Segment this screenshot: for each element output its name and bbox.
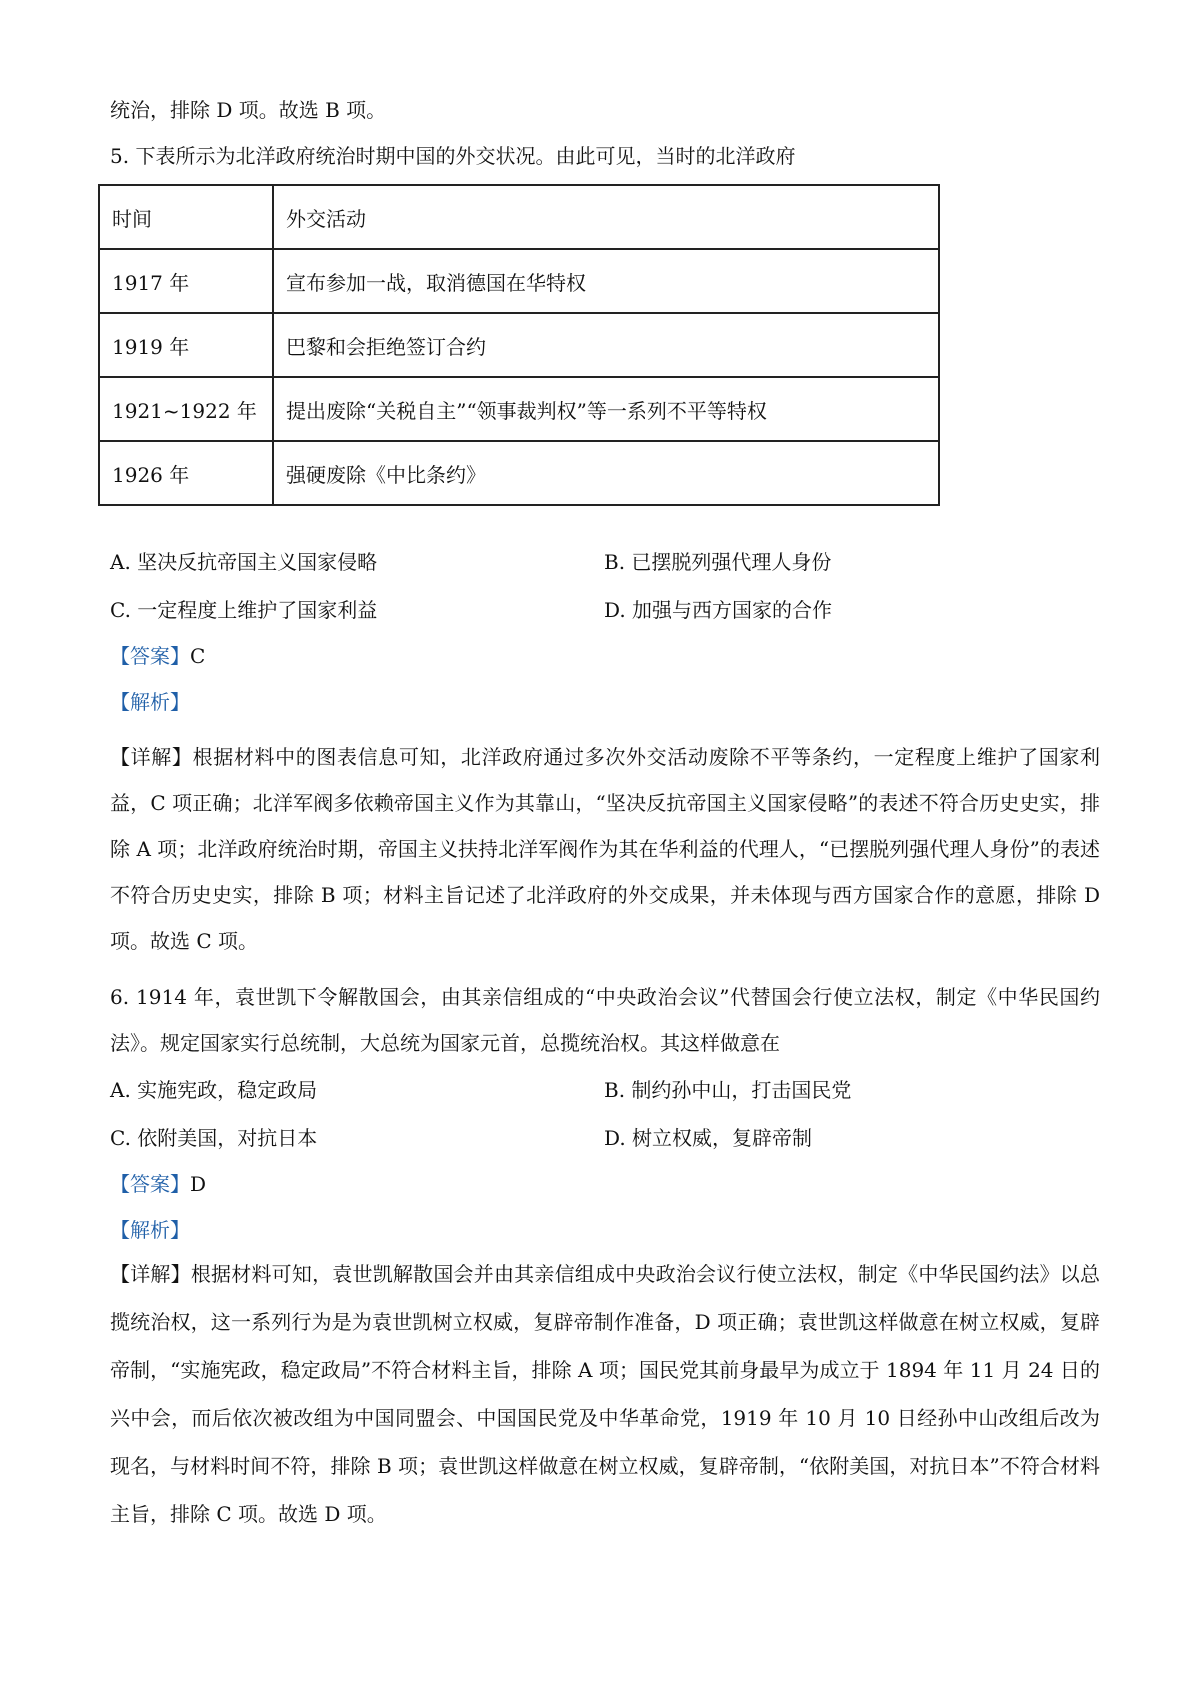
option-a: A. 实施宪政，稳定政局	[110, 1078, 318, 1102]
table-cell-activity: 宣布参加一战，取消德国在华特权	[273, 249, 939, 313]
table-cell-time: 1921~1922 年	[99, 377, 273, 441]
table-cell-time: 1917 年	[99, 249, 273, 313]
analysis-label: 【解析】	[110, 1218, 190, 1242]
option-d: D. 加强与西方国家的合作	[604, 598, 833, 622]
option-b: B. 制约孙中山，打击国民党	[604, 1078, 852, 1102]
question-6-answer	[110, 1170, 1100, 1198]
answer-label: 【答案】	[110, 644, 190, 668]
question-5-table	[98, 184, 940, 506]
answer-value: C	[190, 644, 206, 668]
table-cell-activity: 强硬废除《中比条约》	[273, 441, 939, 505]
question-5-analysis-label	[110, 688, 1100, 716]
table-row	[99, 441, 939, 505]
option-c: C. 一定程度上维护了国家利益	[110, 598, 378, 622]
document-page	[110, 96, 1100, 1538]
table-cell-time: 1926 年	[99, 441, 273, 505]
question-6-options	[110, 1076, 1100, 1152]
question-6-stem: 6. 1914 年，袁世凯下令解散国会，由其亲信组成的“中央政治会议”代替国会行使立法权，制定《中华民国约法》。规定国家实行总统制，大总统为国家元首，总揽统治权。其这样做意在	[110, 985, 1100, 1055]
question-5-stem: 5. 下表所示为北洋政府统治时期中国的外交状况。由此可见，当时的北洋政府	[110, 144, 796, 168]
table-header-activity: 外交活动	[273, 185, 939, 249]
question-6-analysis-label	[110, 1216, 1100, 1244]
table-row	[99, 249, 939, 313]
detail-text: 根据材料可知，袁世凯解散国会并由其亲信组成中央政治会议行使立法权，制定《中华民国约法》以总揽统治权，这一系列行为是为袁世凯树立权威，复辟帝制作准备，D 项正确；袁世凯这样做意在树立权威，复辟帝制，“实施宪政，稳定政局”不符合材料主旨，排除 A 项；国民党其前身最早为成立于 1894 年 11 月 24 日的兴中会，而后依次被改组为中国同盟会、中国国民党及中华革命党，1919 年 10 月 10 日经孙中山改组后改为现名，与材料时间不符，排除 B 项；袁世凯这样做意在树立权威，复辟帝制，“依附美国，对抗日本”不符合材料主旨，排除 C 项。故选 D 项。	[110, 1262, 1101, 1526]
question-5-options	[110, 548, 1100, 624]
detail-label: 【详解】	[110, 745, 193, 769]
answer-value: D	[190, 1172, 207, 1196]
question-5-detail	[110, 734, 1100, 964]
previous-answer-tail: 统治，排除 D 项。故选 B 项。	[110, 98, 387, 122]
detail-text: 根据材料中的图表信息可知，北洋政府通过多次外交活动废除不平等条约，一定程度上维护了国家利益，C 项正确；北洋军阀多依赖帝国主义作为其靠山，“坚决反抗帝国主义国家侵略”的表述不符合历史史实，排除 A 项；北洋政府统治时期，帝国主义扶持北洋军阀作为其在华利益的代理人，“已摆脱列强代理人身份”的表述不符合历史史实，排除 B 项；材料主旨记述了北洋政府的外交成果，并未体现与西方国家合作的意愿，排除 D 项。故选 C 项。	[110, 745, 1101, 953]
question-6-detail	[110, 1250, 1100, 1538]
table-row	[99, 313, 939, 377]
table-header-row	[99, 185, 939, 249]
table-cell-time: 1919 年	[99, 313, 273, 377]
table-cell-activity: 提出废除“关税自主”“领事裁判权”等一系列不平等特权	[273, 377, 939, 441]
question-5-answer	[110, 642, 1100, 670]
analysis-label: 【解析】	[110, 690, 190, 714]
option-b: B. 已摆脱列强代理人身份	[604, 550, 832, 574]
table-row	[99, 377, 939, 441]
answer-label: 【答案】	[110, 1172, 190, 1196]
table-cell-activity: 巴黎和会拒绝签订合约	[273, 313, 939, 377]
table-header-time: 时间	[99, 185, 273, 249]
option-d: D. 树立权威，复辟帝制	[604, 1126, 813, 1150]
option-c: C. 依附美国，对抗日本	[110, 1126, 318, 1150]
detail-label: 【详解】	[110, 1262, 191, 1286]
question-6-stem-block	[110, 974, 1100, 1066]
option-a: A. 坚决反抗帝国主义国家侵略	[110, 550, 378, 574]
